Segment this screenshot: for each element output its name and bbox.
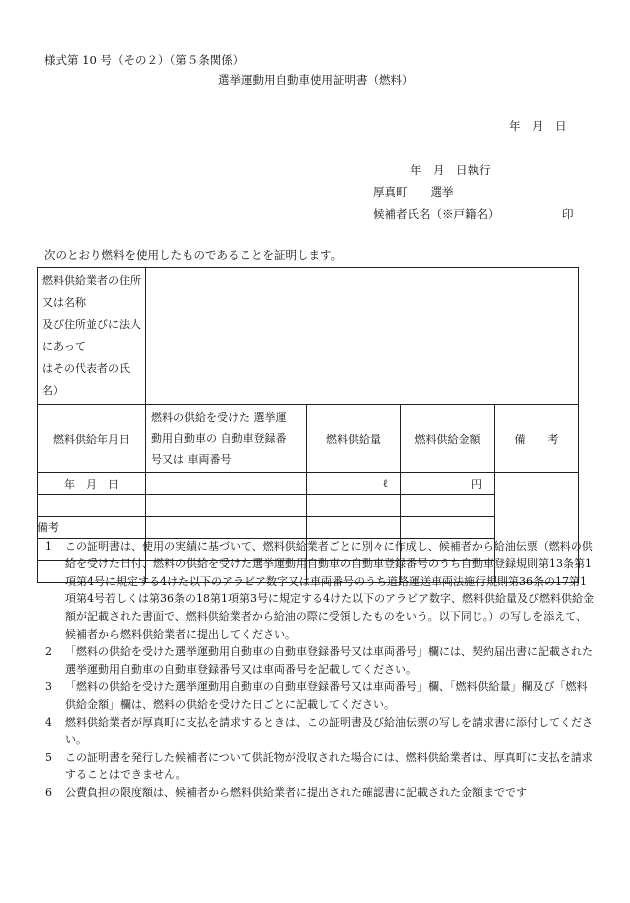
row-price-cell[interactable]: 円 — [401, 473, 495, 495]
issue-date: 年 月 日 — [509, 119, 567, 133]
form-number: 様式第 10 号（その２）（第５条関係） — [44, 53, 245, 67]
header-amount: 燃料供給量 — [307, 405, 401, 473]
notes-section — [37, 519, 597, 802]
execution-date: 年 月 日執行 — [410, 163, 491, 177]
row-date-cell[interactable]: 年 月 日 — [38, 473, 146, 495]
note-item: 6 公費負担の限度額は、候補者から燃料供給業者に提出された確認書に記載された金額までです — [45, 785, 527, 799]
row-amount-cell[interactable] — [307, 495, 401, 517]
header-date: 燃料供給年月日 — [38, 405, 146, 473]
document-title: 選挙運動用自動車使用証明書（燃料） — [218, 73, 414, 87]
note-item: 3 「燃料の供給を受けた選挙運動用自動車の自動車登録番号又は車両番号」欄、「燃料供給量」欄及び「燃料供給金額」欄は、燃料の供給を受けた日ごとに記載してください。 — [45, 680, 588, 711]
note-item: 1 この証明書は、使用の実績に基づいて、燃料供給業者ごとに別々に作成し、候補者から給油伝票（燃料の供給を受けた日付、燃料の供給を受けた選挙運動用自動車の自動車登録番号のうち自動車登録規則第13条第1項第4号に規定する4けた以下のアラビア数字又は車両番号のうち道路運送車両法施行規則第36条の17第1項第4号若しくは第36条の18第1項第3号に規定する4けた以下のアラビア数字、燃料供給量及び燃料供給金額が記載された書面で、燃料供給業者から給油の際に受領したものをいう。以下同じ。）の写しを添えて、候補者から燃料供給業者に提出してください。 — [45, 539, 594, 641]
row-amount-cell[interactable]: ℓ — [307, 473, 401, 495]
notes-title: 備考 — [37, 521, 59, 534]
election-name: 厚真町 選挙 — [373, 185, 454, 199]
row-price-cell[interactable] — [401, 495, 495, 517]
row-vehicle-cell[interactable] — [146, 495, 307, 517]
note-item: 4 燃料供給業者が厚真町に支払を請求するときは、この証明書及び給油伝票の写しを請求書に添付してください。 — [45, 715, 593, 747]
supplier-value-field[interactable] — [146, 268, 579, 405]
table-row — [38, 473, 579, 495]
row-vehicle-cell[interactable] — [146, 473, 307, 495]
supplier-row — [38, 268, 579, 405]
note-item: 2 「燃料の供給を受けた選挙運動用自動車の自動車登録番号又は車両番号」欄には、契約届出書に記載された選挙運動用自動車の自動車登録番号又は車両番号を記載してください。 — [45, 645, 593, 676]
note-item: 5 この証明書を発行した候補者について供託物が没収された場合には、燃料供給業者は、厚真町に支払を請求することはできません。 — [45, 750, 593, 782]
header-vehicle: 燃料の供給を受けた 選挙運 動用自動車の 自動車登録番 号又は 車両番号 — [146, 405, 307, 473]
row-date-cell[interactable] — [38, 495, 146, 517]
candidate-name-label: 候補者氏名（※戸籍名） — [373, 207, 500, 221]
header-remarks: 備 考 — [495, 405, 579, 473]
header-row — [38, 405, 579, 473]
seal-mark: 印 — [562, 207, 574, 221]
supplier-label: 燃料供給業者の住所又は名称 及び住所並びに法人にあって はその代表者の氏名） — [38, 268, 146, 405]
header-price: 燃料供給金額 — [401, 405, 495, 473]
intro-text: 次のとおり燃料を使用したものであることを証明します。 — [44, 248, 343, 262]
